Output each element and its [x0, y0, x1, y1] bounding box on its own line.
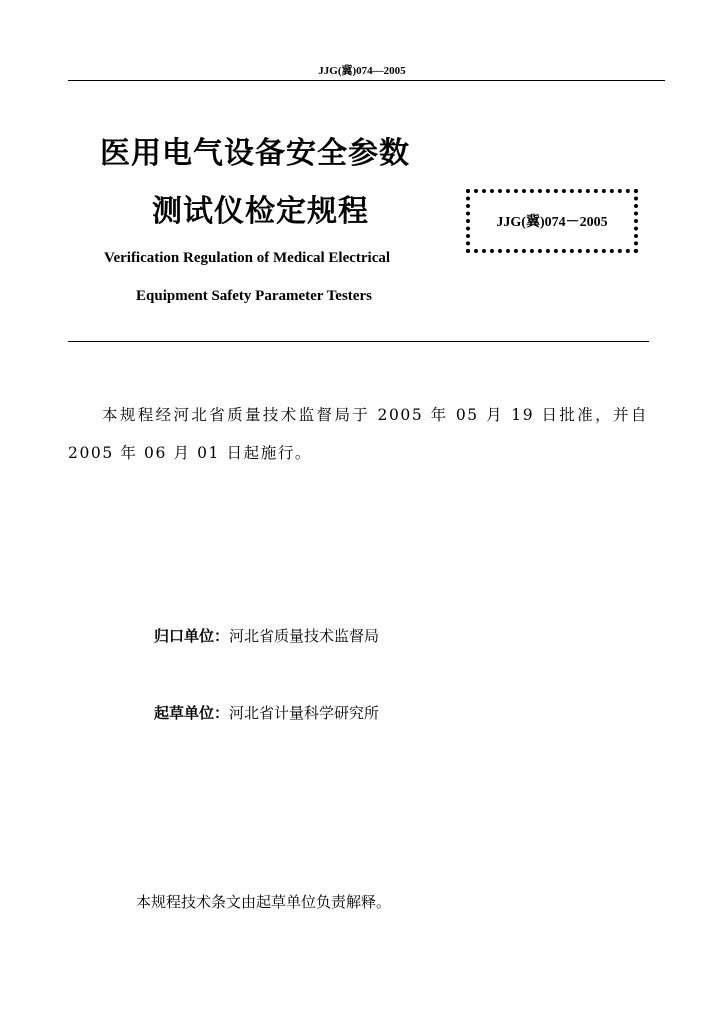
header-standard-code: JJG(冀)074—2005 — [318, 65, 406, 77]
header-divider — [68, 80, 665, 81]
interpretation-note: 本规程技术条文由起草单位负责解释。 — [136, 893, 392, 911]
document-title-line-2: 测试仪检定规程 — [152, 194, 369, 229]
drafting-unit-row — [154, 703, 379, 723]
approval-statement: 本规程经河北省质量技术监督局于 2005 年 05 月 19 日批准，并自 2005 年 06 月 01 日起施行。 — [68, 406, 648, 462]
english-title-line-2: Equipment Safety Parameter Testers — [136, 288, 372, 304]
drafting-unit-label: 起草单位： — [154, 704, 230, 722]
responsible-unit-row — [154, 626, 379, 646]
drafting-unit-value: 河北省计量科学研究所 — [229, 704, 380, 722]
title-divider — [68, 341, 649, 342]
standard-code-box — [466, 189, 638, 253]
responsible-unit-label: 归口单位： — [154, 627, 230, 645]
english-title-line-1: Verification Regulation of Medical Electrical — [104, 250, 391, 266]
responsible-unit-value: 河北省质量技术监督局 — [229, 627, 380, 645]
document-title-line-1: 医用电气设备安全参数 — [100, 136, 410, 171]
standard-code-text: JJG(冀)074－2005 — [496, 215, 608, 230]
